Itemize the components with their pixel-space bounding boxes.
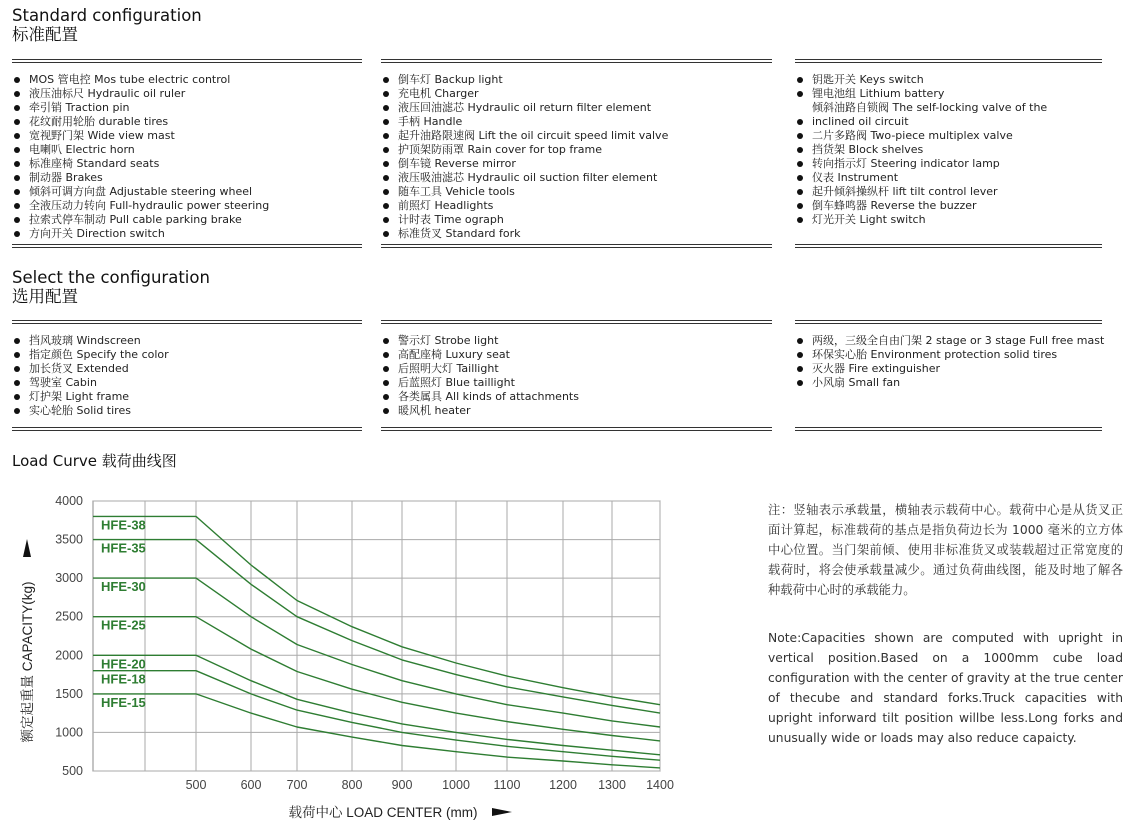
list-item: 液压油标尺 Hydraulic oil ruler xyxy=(12,87,362,101)
list-item: 灭火器 Fire extinguisher xyxy=(795,362,1102,376)
list-item: 标准货叉 Standard fork xyxy=(381,227,772,241)
list-item: 灯护架 Light frame xyxy=(12,390,362,404)
note-cn: 注：竖轴表示承载量，横轴表示载荷中心。载荷中心是从货叉正面计算起，标准载荷的基点是指负荷边长为 1000 毫米的立方体中心位置。当门架前倾、使用非标准货叉或装载超过正常宽度的载荷时，将会使承载量减少。通过负荷曲线图，能及时地了解各种载荷中心时的承载能力。 xyxy=(768,503,1123,597)
standard-col-3 xyxy=(795,59,1102,247)
optional-list-3 xyxy=(795,334,1105,390)
y-tick-label: 3000 xyxy=(55,571,83,586)
x-tick-label: 1400 xyxy=(646,778,674,792)
standard-title-cn: 标准配置 xyxy=(12,25,78,44)
list-item: 仪表 Instrument xyxy=(795,171,1102,185)
divider xyxy=(381,320,772,321)
series-label: HFE-38 xyxy=(101,517,146,533)
series-label: HFE-15 xyxy=(101,694,146,710)
list-item: 倒车灯 Backup light xyxy=(381,73,772,87)
list-item: 宽视野门架 Wide view mast xyxy=(12,129,362,143)
divider xyxy=(795,244,1102,245)
list-item: 加长货叉 Extended xyxy=(12,362,362,376)
list-item: 手柄 Handle xyxy=(381,115,772,129)
divider xyxy=(795,320,1102,321)
list-item: 起升油路限速阀 Lift the oil circuit speed limit valve xyxy=(381,129,772,143)
x-tick-label: 1100 xyxy=(493,778,521,792)
list-item: 护顶架防雨罩 Rain cover for top frame xyxy=(381,143,772,157)
x-tick-label: 800 xyxy=(341,778,363,792)
note-en: Note:Capacities shown are computed with upright in vertical position.Based on a 1000mm cube load configuration with the center of gravity at the true center of thecube and standard forks.Truck capacities with upright inforward tilt position willbe less.Long forks and unusually wide or loads may also reduce capaicty. xyxy=(768,631,1123,745)
y-tick-label: 2000 xyxy=(55,648,83,663)
list-item: inclined oil circuit xyxy=(795,115,1102,129)
standard-list-2 xyxy=(381,73,772,241)
y-tick-label: 1000 xyxy=(55,725,83,740)
standard-list-3 xyxy=(795,73,1102,227)
list-item: 挡风玻璃 Windscreen xyxy=(12,334,362,348)
y-axis-arrow-icon xyxy=(23,539,31,557)
standard-col-1 xyxy=(12,59,362,247)
list-item: 小风扇 Small fan xyxy=(795,376,1102,390)
divider xyxy=(12,427,362,428)
list-item: 计时表 Time ograph xyxy=(381,213,772,227)
load-curve-chart xyxy=(0,473,700,823)
list-item: 后蓝照灯 Blue taillight xyxy=(381,376,772,390)
list-item: 实心轮胎 Solid tires xyxy=(12,404,362,418)
list-item: 钥匙开关 Keys switch xyxy=(795,73,1102,87)
y-tick-label: 500 xyxy=(62,764,83,778)
list-item: 转向指示灯 Steering indicator lamp xyxy=(795,157,1102,171)
x-tick-label: 1000 xyxy=(442,778,470,792)
list-item: 倾斜油路自锁阀 The self-locking valve of the xyxy=(812,101,1048,114)
list-item: 挡货架 Block shelves xyxy=(795,143,1102,157)
divider xyxy=(795,427,1102,428)
y-axis-title: 额定起重量 CAPACITY(kg) xyxy=(20,581,35,743)
list-item: 高配座椅 Luxury seat xyxy=(381,348,772,362)
series-label: HFE-18 xyxy=(101,671,146,687)
list-item: 指定颜色 Specify the color xyxy=(12,348,362,362)
divider xyxy=(12,320,362,321)
list-item: 全液压动力转向 Full-hydraulic power steering xyxy=(12,199,362,213)
y-tick-label: 3500 xyxy=(55,532,83,547)
list-item: 方向开关 Direction switch xyxy=(12,227,362,241)
optional-col-3 xyxy=(795,320,1105,430)
list-item: 灯光开关 Light switch xyxy=(795,213,1102,227)
standard-list-1 xyxy=(12,73,362,241)
x-tick-label: 900 xyxy=(391,778,413,792)
series-line-hfe-30 xyxy=(93,578,660,727)
list-item: 各类属具 All kinds of attachments xyxy=(381,390,772,404)
series-label: HFE-25 xyxy=(101,617,146,633)
list-item: 充电机 Charger xyxy=(381,87,772,101)
list-item: 暖风机 heater xyxy=(381,404,772,418)
list-item: 起升倾斜操纵杆 lift tilt control lever xyxy=(795,185,1102,199)
optional-col-1 xyxy=(12,320,362,430)
y-tick-label: 2500 xyxy=(55,609,83,624)
list-item: 倒车蜂鸣器 Reverse the buzzer xyxy=(795,199,1102,213)
series-line-hfe-38 xyxy=(93,516,660,704)
series-line-hfe-25 xyxy=(93,617,660,741)
series-label: HFE-30 xyxy=(101,579,146,595)
list-item: 液压吸油滤芯 Hydraulic oil suction filter element xyxy=(381,171,772,185)
y-tick-label: 4000 xyxy=(55,494,83,508)
list-item: 倒车镜 Reverse mirror xyxy=(381,157,772,171)
series-label: HFE-35 xyxy=(101,540,146,556)
optional-list-2 xyxy=(381,334,772,418)
optional-title-en: Select the configuration xyxy=(12,268,210,287)
list-item: MOS 管电控 Mos tube electric control xyxy=(12,73,362,87)
x-tick-label: 1200 xyxy=(549,778,577,792)
list-item: 液压回油滤芯 Hydraulic oil return filter element xyxy=(381,101,772,115)
x-tick-label: 500 xyxy=(185,778,207,792)
standard-title xyxy=(12,6,202,44)
list-item: 锂电池组 Lithium battery xyxy=(795,87,1102,101)
y-tick-label: 1500 xyxy=(55,686,83,701)
list-item: 警示灯 Strobe light xyxy=(381,334,772,348)
list-item: 标准座椅 Standard seats xyxy=(12,157,362,171)
series-label: HFE-20 xyxy=(101,656,146,672)
divider xyxy=(12,59,362,60)
list-item: 前照灯 Headlights xyxy=(381,199,772,213)
list-item: 倾斜可调方向盘 Adjustable steering wheel xyxy=(12,185,362,199)
list-item: 两级，三级全自由门架 2 stage or 3 stage Full free mast xyxy=(795,334,1102,348)
optional-title xyxy=(12,268,210,306)
series-line-hfe-35 xyxy=(93,540,660,714)
divider xyxy=(381,427,772,428)
list-item: 花纹耐用轮胎 durable tires xyxy=(12,115,362,129)
x-tick-label: 700 xyxy=(286,778,308,792)
list-item: 牵引销 Traction pin xyxy=(12,101,362,115)
list-item: 拉索式停车制动 Pull cable parking brake xyxy=(12,213,362,227)
list-item: 电喇叭 Electric horn xyxy=(12,143,362,157)
divider xyxy=(795,59,1102,60)
x-tick-label: 600 xyxy=(240,778,262,792)
standard-title-en: Standard configuration xyxy=(12,6,202,25)
list-item: 环保实心胎 Environment protection solid tires xyxy=(795,348,1102,362)
list-item: 随车工具 Vehicle tools xyxy=(381,185,772,199)
x-axis-title: 载荷中心 LOAD CENTER (mm) xyxy=(288,805,478,820)
standard-col-2 xyxy=(381,59,772,247)
list-item: 后照明大灯 Taillight xyxy=(381,362,772,376)
list-item: 驾驶室 Cabin xyxy=(12,376,362,390)
divider xyxy=(12,244,362,245)
divider xyxy=(381,244,772,245)
divider xyxy=(381,59,772,60)
optional-list-1 xyxy=(12,334,362,418)
list-item: 二片多路阀 Two-piece multiplex valve xyxy=(795,129,1102,143)
optional-col-2 xyxy=(381,320,772,430)
optional-title-cn: 选用配置 xyxy=(12,287,78,306)
x-tick-label: 1300 xyxy=(598,778,626,792)
x-axis-arrow-icon xyxy=(492,808,512,816)
list-item: 制动器 Brakes xyxy=(12,171,362,185)
chart-heading: Load Curve 载荷曲线图 xyxy=(12,452,177,470)
